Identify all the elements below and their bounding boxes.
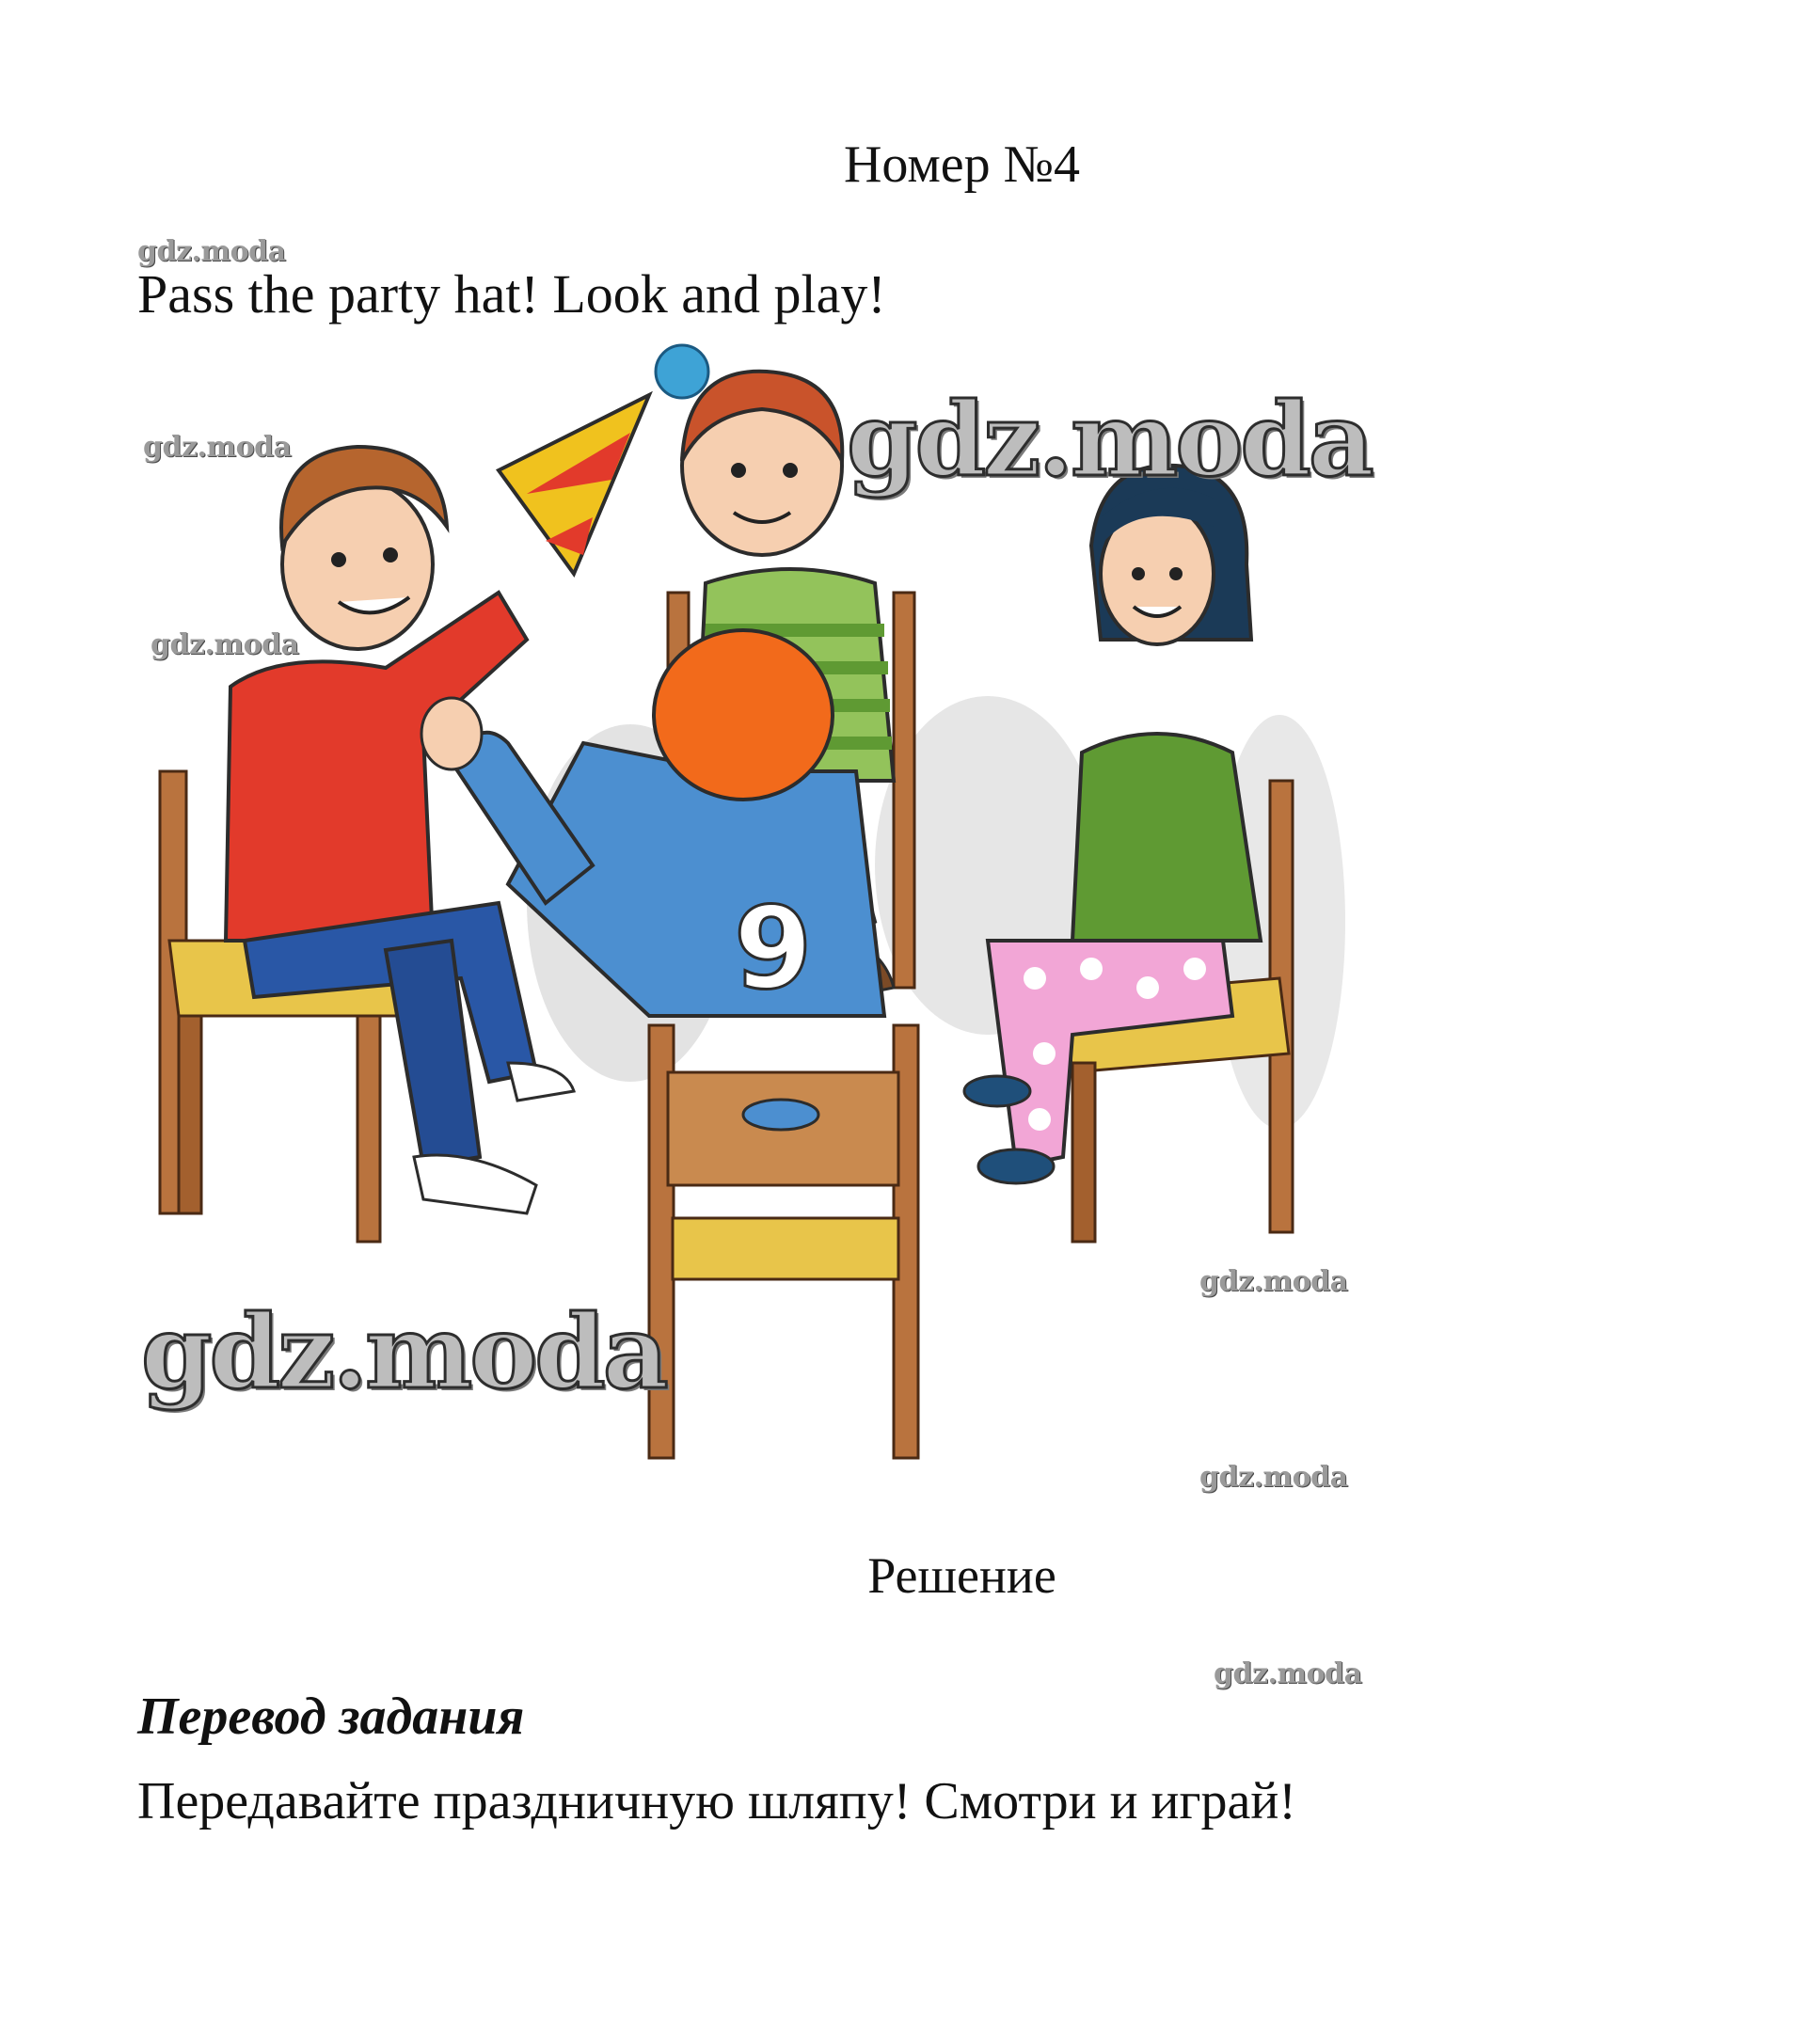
page-title: Номер №4 xyxy=(843,135,1081,194)
translation-text: Передавайте праздничную шляпу! Смотри и играй! xyxy=(137,1772,1296,1830)
watermark: gdz.moda xyxy=(1199,1265,1348,1298)
watermark: gdz.moda xyxy=(1214,1657,1362,1690)
watermark: gdz.moda xyxy=(1199,1461,1348,1494)
watermark: gdz.moda xyxy=(143,431,292,464)
watermark: gdz.moda xyxy=(141,1293,666,1412)
solution-heading: Решение xyxy=(867,1547,1056,1604)
jersey-number: 9 xyxy=(734,884,813,1015)
watermark: gdz.moda xyxy=(847,381,1372,499)
watermark: gdz.moda xyxy=(151,628,299,661)
watermark: gdz.moda xyxy=(137,235,286,268)
translation-heading: Перевод задания xyxy=(137,1687,525,1746)
task-text: Pass the party hat! Look and play! xyxy=(137,263,886,325)
